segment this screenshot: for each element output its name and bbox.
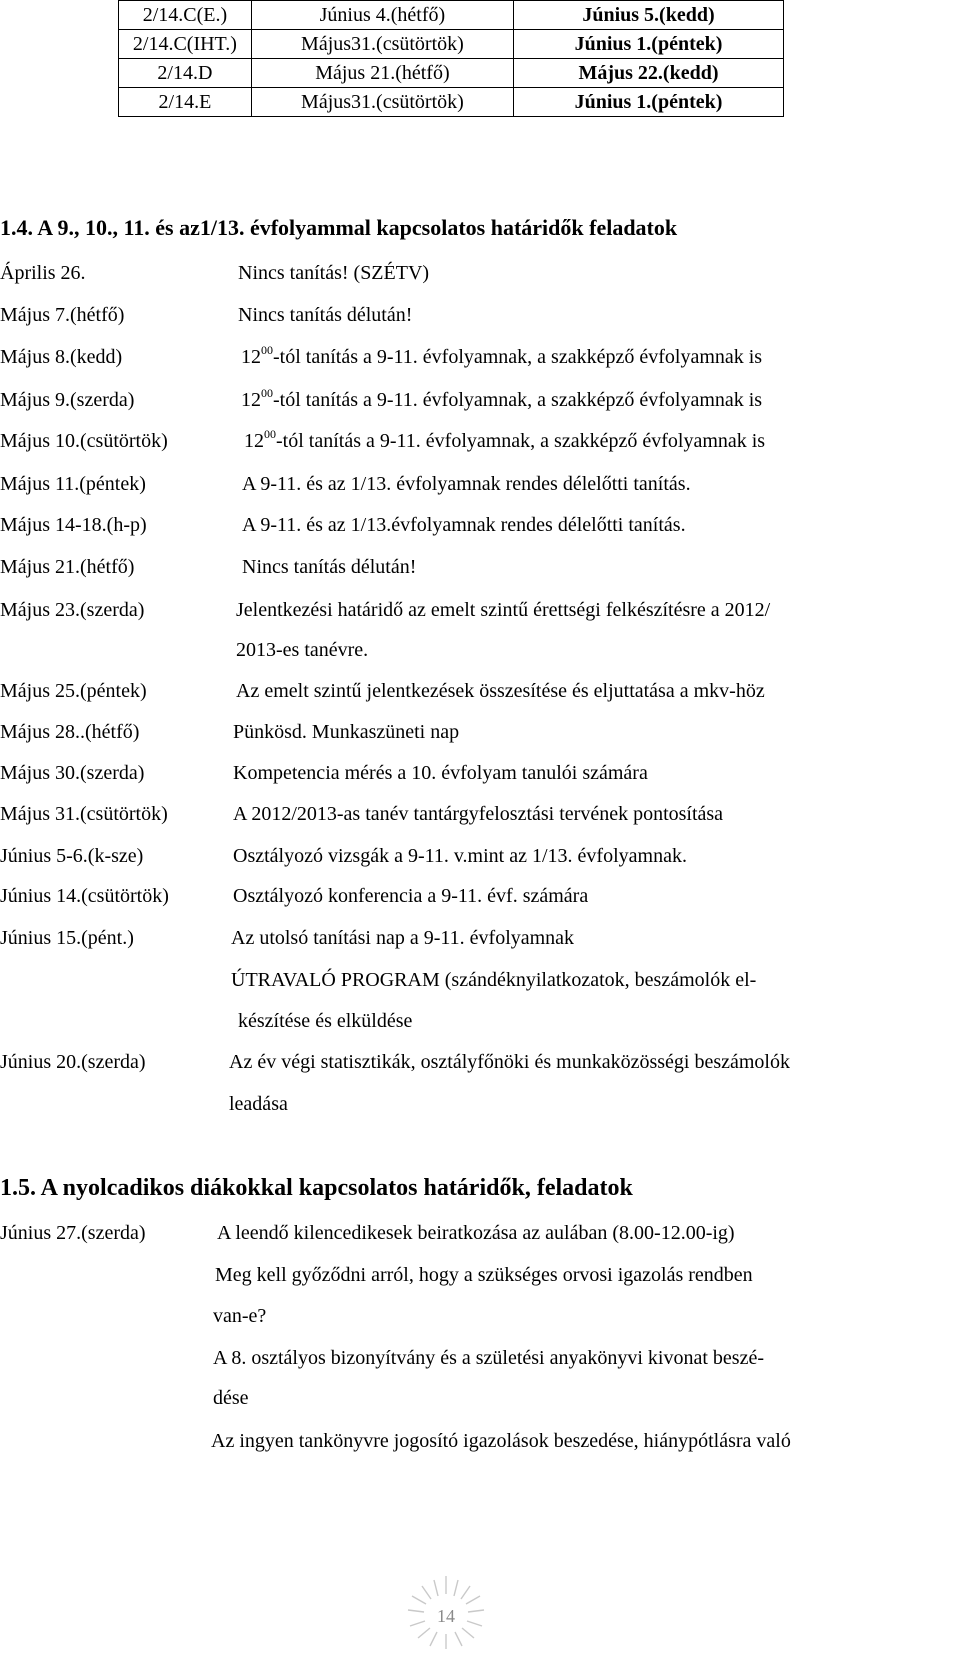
table-cell-date2: Június 5.(kedd)	[513, 1, 783, 30]
entry-date: Május 30.(szerda)	[0, 762, 145, 784]
entry-text: Nincs tanítás! (SZÉTV)	[238, 262, 430, 284]
entry-text-continued: Az ingyen tankönyvre jogosító igazolások beszedése, hiánypótlásra való	[211, 1430, 791, 1452]
entry-text: Pünkösd. Munkaszüneti nap	[233, 721, 460, 743]
entry-date: Május 31.(csütörtök)	[0, 803, 168, 825]
entry-text: A 2012/2013-as tanév tantárgyfelosztási tervének pontosítása	[233, 803, 724, 825]
entry-text: Jelentkezési határidő az emelt szintű érettségi felkészítésre a 2012/	[236, 599, 771, 621]
entry-text: Az utolsó tanítási nap a 9-11. évfolyamnak	[231, 927, 575, 949]
entry-date: Május 8.(kedd)	[0, 346, 123, 368]
section-heading-1-4: 1.4. A 9., 10., 11. és az1/13. évfolyammal kapcsolatos határidők feladatok	[0, 215, 678, 240]
entry-date: Május 10.(csütörtök)	[0, 430, 168, 452]
entry-text: Osztályozó konferencia a 9-11. évf. számára	[233, 885, 589, 907]
entry-text-continued: Meg kell győződni arról, hogy a szükséges orvosi igazolás rendben	[215, 1264, 753, 1286]
table-row	[119, 1, 784, 30]
page-number-decoration	[398, 1572, 494, 1652]
entry-text	[241, 343, 763, 368]
entry-text-rest: -tól tanítás a 9-11. évfolyamnak, a szakképző évfolyamnak is	[276, 430, 766, 452]
entry-date: Június 15.(pént.)	[0, 927, 134, 949]
entry-text-rest: -tól tanítás a 9-11. évfolyamnak, a szakképző évfolyamnak is	[273, 389, 763, 411]
entry-text: A leendő kilencedikesek beiratkozása az aulában (8.00-12.00-ig)	[217, 1222, 735, 1244]
table-cell-class: 2/14.D	[119, 59, 252, 88]
entry-time-sup: 00	[261, 386, 273, 400]
entry-text-continued: leadása	[229, 1093, 288, 1115]
entry-time-sup: 00	[261, 343, 273, 357]
table-cell-class: 2/14.C(E.)	[119, 1, 252, 30]
entry-date: Május 25.(péntek)	[0, 680, 147, 702]
entry-date: Június 20.(szerda)	[0, 1051, 146, 1073]
table-row	[119, 30, 784, 59]
entry-text: A 9-11. és az 1/13. évfolyamnak rendes délelőtti tanítás.	[242, 473, 691, 495]
entry-time-sup: 00	[264, 427, 276, 441]
entry-time: 12	[241, 389, 261, 411]
entry-date: Június 27.(szerda)	[0, 1222, 146, 1244]
table-cell-class: 2/14.E	[119, 88, 252, 117]
entry-text-continued: készítése és elküldése	[238, 1010, 413, 1032]
entry-date: Május 9.(szerda)	[0, 389, 135, 411]
entry-date: Május 21.(hétfő)	[0, 556, 135, 578]
entry-text-continued: A 8. osztályos bizonyítvány és a születési anyakönyvi kivonat beszé-	[213, 1347, 764, 1369]
entry-text: Nincs tanítás délután!	[238, 304, 413, 326]
entry-text-continued: dése	[213, 1387, 249, 1409]
section-heading-1-5: 1.5. A nyolcadikos diákokkal kapcsolatos határidők, feladatok	[0, 1175, 633, 1201]
table-cell-date1: Június 4.(hétfő)	[251, 1, 513, 30]
entry-text	[241, 386, 763, 411]
entry-date: Május 14-18.(h-p)	[0, 514, 147, 536]
entry-time: 12	[241, 346, 261, 368]
table-cell-class: 2/14.C(IHT.)	[119, 30, 252, 59]
table-cell-date1: Május31.(csütörtök)	[251, 88, 513, 117]
schedule-table	[118, 0, 784, 117]
table-cell-date2: Június 1.(péntek)	[513, 30, 783, 59]
entry-text: Kompetencia mérés a 10. évfolyam tanulói számára	[233, 762, 648, 784]
page-number: 14	[437, 1606, 455, 1626]
table-cell-date2: Május 22.(kedd)	[513, 59, 783, 88]
table-cell-date2: Június 1.(péntek)	[513, 88, 783, 117]
entry-date: Május 11.(péntek)	[0, 473, 146, 495]
entry-text-continued: 2013-es tanévre.	[236, 639, 369, 661]
entry-date: Május 28..(hétfő)	[0, 721, 140, 743]
entry-date: Június 5-6.(k-sze)	[0, 845, 144, 867]
table-row	[119, 88, 784, 117]
entry-text	[244, 427, 766, 452]
entry-time: 12	[244, 430, 264, 452]
entry-text-rest: -tól tanítás a 9-11. évfolyamnak, a szakképző évfolyamnak is	[273, 346, 763, 368]
entry-date: Május 23.(szerda)	[0, 599, 145, 621]
entry-date: Május 7.(hétfő)	[0, 304, 125, 326]
table-cell-date1: Május31.(csütörtök)	[251, 30, 513, 59]
entry-text: Az emelt szintű jelentkezések összesítése és eljuttatása a mkv-höz	[236, 680, 765, 702]
entry-text: Osztályozó vizsgák a 9-11. v.mint az 1/13. évfolyamnak.	[233, 845, 687, 867]
table-cell-date1: Május 21.(hétfő)	[251, 59, 513, 88]
table-row	[119, 59, 784, 88]
entry-date: Június 14.(csütörtök)	[0, 885, 169, 907]
entry-text-continued: ÚTRAVALÓ PROGRAM (szándéknyilatkozatok, beszámolók el-	[231, 969, 757, 991]
entry-date: Április 26.	[0, 262, 86, 284]
entry-text: Az év végi statisztikák, osztályfőnöki és munkaközösségi beszámolók	[229, 1051, 790, 1073]
entry-text: A 9-11. és az 1/13.évfolyamnak rendes délelőtti tanítás.	[242, 514, 686, 536]
entry-text: Nincs tanítás délután!	[242, 556, 417, 578]
entry-text-continued: van-e?	[213, 1305, 267, 1327]
